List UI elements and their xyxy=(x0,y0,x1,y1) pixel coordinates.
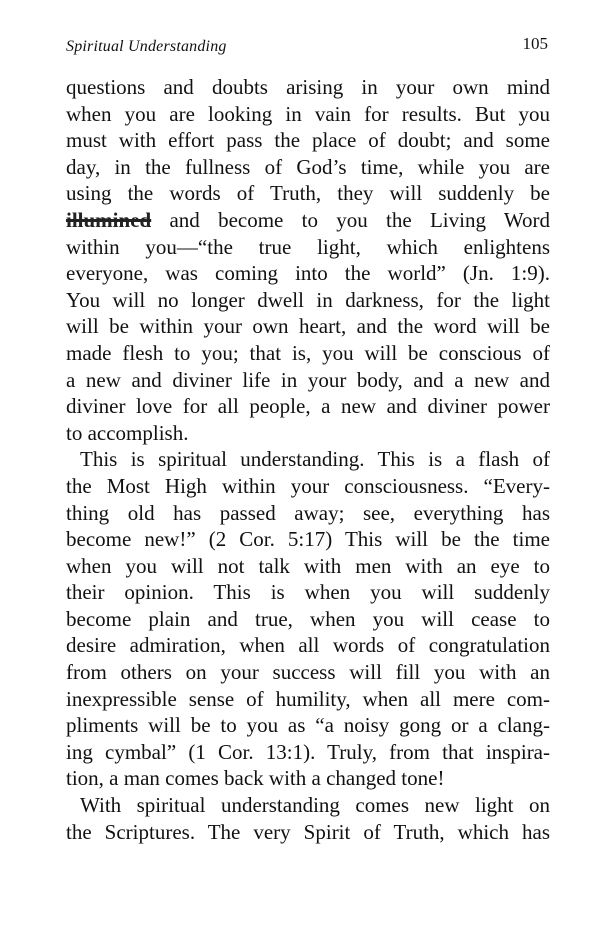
line-text: desire admiration, when all words of congratulation xyxy=(66,633,550,658)
text-line xyxy=(66,819,550,846)
text-line xyxy=(66,154,550,181)
text-line xyxy=(66,686,550,713)
line-text: a new and diviner life in your body, and a new and xyxy=(66,367,550,392)
struck-word: illumined xyxy=(66,207,152,232)
line-text: diviner love for all people, a new and diviner power xyxy=(66,394,550,419)
line-text: This is spiritual understanding. This is a flash of xyxy=(80,447,550,472)
text-line xyxy=(66,420,550,447)
line-text: become new!” (2 Cor. 5:17) This will be the time xyxy=(66,527,550,552)
line-text: the Most High within your consciousness. “Every- xyxy=(66,473,550,498)
line-text: to accomplish. xyxy=(66,420,189,445)
line-text: must with effort pass the place of doubt; and some xyxy=(66,128,550,153)
line-text: will be within your own heart, and the word will be xyxy=(66,314,550,339)
text-line xyxy=(66,526,550,553)
text-line xyxy=(66,446,550,473)
text-line xyxy=(66,579,550,606)
text-line xyxy=(66,234,550,261)
line-text: everyone, was coming into the world” (Jn. 1:9). xyxy=(66,261,550,286)
text-line xyxy=(66,659,550,686)
text-line xyxy=(66,207,550,234)
text-line xyxy=(66,260,550,287)
line-text: from others on your success will fill you with an xyxy=(66,660,550,685)
text-line xyxy=(66,765,550,792)
text-line xyxy=(66,632,550,659)
line-text: when you will not talk with men with an eye to xyxy=(66,553,550,578)
line-text: and become to you the Living Word xyxy=(151,207,550,232)
line-text: ing cymbal” (1 Cor. 13:1). Truly, from that inspira- xyxy=(66,739,550,764)
body-text xyxy=(66,74,550,845)
text-line xyxy=(66,712,550,739)
text-line xyxy=(66,739,550,766)
line-text: their opinion. This is when you will suddenly xyxy=(66,580,550,605)
running-title: Spiritual Understanding xyxy=(66,38,227,55)
text-line xyxy=(66,313,550,340)
line-text: within you—“the true light, which enlightens xyxy=(66,234,550,259)
text-line xyxy=(66,101,550,128)
line-text: the Scriptures. The very Spirit of Truth, which has xyxy=(66,819,550,844)
text-line xyxy=(66,473,550,500)
text-line xyxy=(66,606,550,633)
line-text: inexpressible sense of humility, when all mere com- xyxy=(66,686,550,711)
line-text: using the words of Truth, they will suddenly be xyxy=(66,181,550,206)
line-text: tion, a man comes back with a changed tone! xyxy=(66,766,445,791)
line-text: day, in the fullness of God’s time, while you are xyxy=(66,154,550,179)
text-line xyxy=(66,393,550,420)
page-number: 105 xyxy=(522,34,548,53)
text-line xyxy=(66,553,550,580)
text-line xyxy=(66,340,550,367)
line-text: when you are looking in vain for results. But you xyxy=(66,101,550,126)
line-text: You will no longer dwell in darkness, for the light xyxy=(66,287,550,312)
line-text: thing old has passed away; see, everything has xyxy=(66,500,550,525)
text-line xyxy=(66,367,550,394)
text-line xyxy=(66,287,550,314)
line-text: made flesh to you; that is, you will be conscious of xyxy=(66,340,550,365)
line-text: With spiritual understanding comes new light on xyxy=(80,793,550,818)
text-line xyxy=(66,74,550,101)
text-line xyxy=(66,127,550,154)
text-line xyxy=(66,792,550,819)
text-line xyxy=(66,500,550,527)
line-text: questions and doubts arising in your own mind xyxy=(66,75,550,99)
line-text: become plain and true, when you will cease to xyxy=(66,606,550,631)
text-line xyxy=(66,180,550,207)
line-text: pliments will be to you as “a noisy gong or a clang- xyxy=(66,713,550,738)
